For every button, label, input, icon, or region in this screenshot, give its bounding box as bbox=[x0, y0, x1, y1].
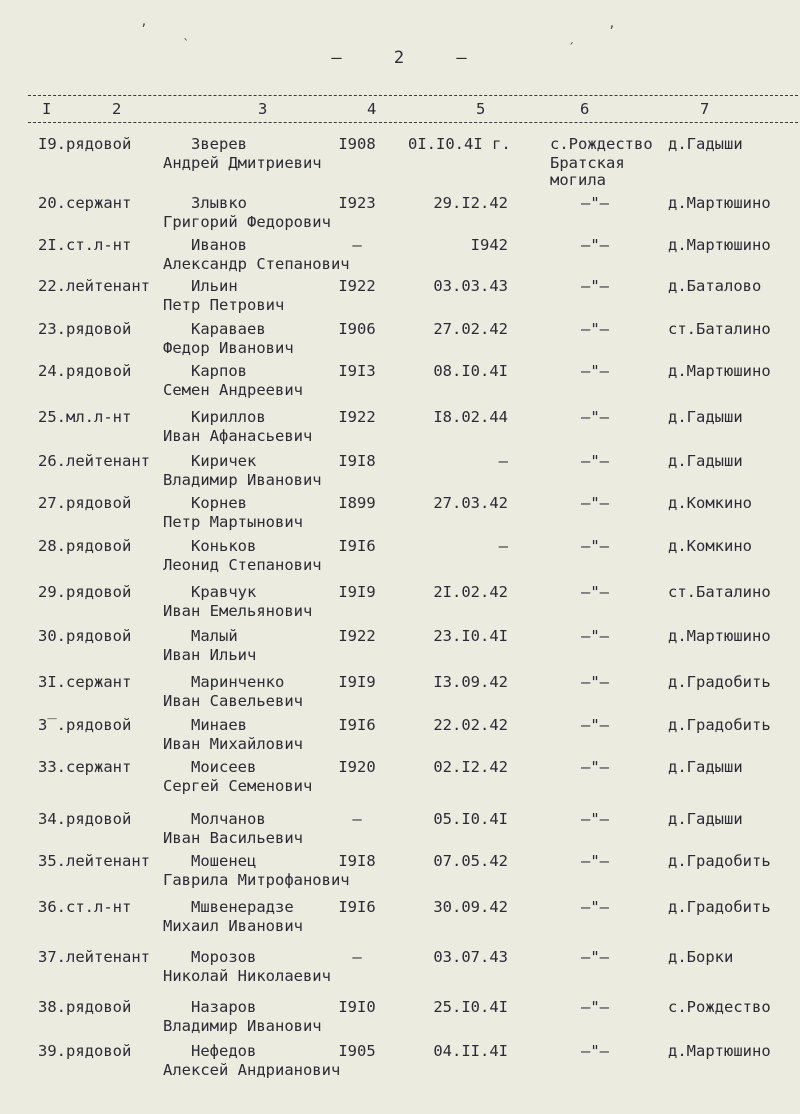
entry-place: д.Баталово bbox=[668, 277, 762, 295]
entry-surname: Караваев bbox=[191, 320, 266, 338]
entry-full-name: Сергей Семенович bbox=[163, 777, 313, 795]
entry-birth-year: – bbox=[352, 810, 362, 828]
entry-birth-year: I905 bbox=[338, 1042, 376, 1060]
entry-place: ст.Баталино bbox=[668, 320, 771, 338]
entry-burial-place: –"– bbox=[581, 236, 609, 254]
header-col-6: 6 bbox=[580, 100, 590, 118]
entry-surname: Карпов bbox=[191, 362, 247, 380]
list-item bbox=[0, 627, 800, 671]
entry-death-date: 03.07.43 bbox=[433, 948, 508, 966]
entry-burial-place: –"– bbox=[581, 627, 609, 645]
entry-place: д.Градобить bbox=[668, 898, 771, 916]
entry-full-name: Семен Андреевич bbox=[163, 381, 303, 399]
entry-number-rank: 37.лейтенант bbox=[38, 948, 150, 966]
entry-death-date: 02.I2.42 bbox=[433, 758, 508, 776]
paper-speck: ʼ bbox=[608, 24, 616, 38]
page-number: 2 bbox=[393, 48, 407, 68]
entry-place: д.Мартюшино bbox=[668, 236, 771, 254]
entry-full-name: Владимир Иванович bbox=[163, 471, 322, 489]
list-item bbox=[0, 362, 800, 406]
paper-speck: ʼ bbox=[140, 22, 148, 36]
entry-place: д.Борки bbox=[668, 948, 734, 966]
entry-death-date: 2I.02.42 bbox=[433, 583, 508, 601]
entry-death-date: 30.09.42 bbox=[433, 898, 508, 916]
entry-birth-year: I920 bbox=[338, 758, 376, 776]
entry-surname: Малый bbox=[191, 627, 238, 645]
entry-place: д.Гадыши bbox=[668, 452, 743, 470]
entry-birth-year: I9I9 bbox=[338, 583, 376, 601]
entry-death-date: 29.I2.42 bbox=[433, 194, 508, 212]
entry-surname: Коньков bbox=[191, 537, 257, 555]
entry-full-name: Леонид Степанович bbox=[163, 556, 322, 574]
entry-death-date: I8.02.44 bbox=[433, 408, 508, 426]
entry-surname: Морозов bbox=[191, 948, 257, 966]
entry-death-date: 03.03.43 bbox=[433, 277, 508, 295]
entry-surname: Мшвенерадзе bbox=[191, 898, 294, 916]
entry-burial-place: –"– bbox=[581, 758, 609, 776]
entry-number-rank: 2I.ст.л-нт bbox=[38, 236, 132, 254]
list-item bbox=[0, 898, 800, 942]
entry-birth-year: – bbox=[352, 948, 362, 966]
entry-death-date: – bbox=[498, 537, 508, 555]
entry-number-rank: 29.рядовой bbox=[38, 583, 132, 601]
entry-death-date: 08.I0.4I bbox=[433, 362, 508, 380]
list-item bbox=[0, 277, 800, 321]
entry-surname: Зверев bbox=[191, 135, 247, 153]
entry-surname: Киричек bbox=[191, 452, 257, 470]
entry-place: д.Мартюшино bbox=[668, 627, 771, 645]
entry-full-name: Алексей Андрианович bbox=[163, 1061, 341, 1079]
entry-birth-year: I9I8 bbox=[338, 452, 376, 470]
entry-number-rank: 38.рядовой bbox=[38, 998, 132, 1016]
list-item bbox=[0, 537, 800, 581]
entry-death-date: I942 bbox=[470, 236, 508, 254]
entry-burial-place: –"– bbox=[581, 408, 609, 426]
entry-birth-year: – bbox=[352, 236, 362, 254]
entry-burial-note: Братская bbox=[550, 154, 625, 172]
header-col-7: 7 bbox=[700, 100, 710, 118]
entry-burial-place: –"– bbox=[581, 583, 609, 601]
entry-surname: Моисеев bbox=[191, 758, 257, 776]
list-item bbox=[0, 998, 800, 1042]
entry-number-rank: 39.рядовой bbox=[38, 1042, 132, 1060]
entry-burial-place: –"– bbox=[581, 673, 609, 691]
table-rule-bottom bbox=[28, 122, 798, 123]
entry-place: д.Комкино bbox=[668, 494, 752, 512]
list-item bbox=[0, 948, 800, 992]
entry-birth-year: I922 bbox=[338, 277, 376, 295]
entry-death-date: 22.02.42 bbox=[433, 716, 508, 734]
entry-number-rank: 35.лейтенант bbox=[38, 852, 150, 870]
entry-burial-place: –"– bbox=[581, 716, 609, 734]
table-header bbox=[0, 100, 800, 122]
header-col-1: I bbox=[42, 100, 52, 118]
entry-birth-year: I922 bbox=[338, 627, 376, 645]
entry-birth-year: I922 bbox=[338, 408, 376, 426]
entry-number-rank: 34.рядовой bbox=[38, 810, 132, 828]
entry-burial-place: –"– bbox=[581, 320, 609, 338]
entry-birth-year: I9I9 bbox=[338, 673, 376, 691]
entry-full-name: Иван Ильич bbox=[163, 646, 257, 664]
entry-number-rank: 3I.сержант bbox=[38, 673, 132, 691]
entry-number-rank: 26.лейтенант bbox=[38, 452, 150, 470]
entry-full-name: Владимир Иванович bbox=[163, 1017, 322, 1035]
entry-full-name: Иван Васильевич bbox=[163, 829, 303, 847]
list-item bbox=[0, 320, 800, 364]
entry-surname: Ильин bbox=[191, 277, 238, 295]
entry-surname: Нефедов bbox=[191, 1042, 257, 1060]
entry-full-name: Николай Николаевич bbox=[163, 967, 331, 985]
entry-full-name: Иван Михайлович bbox=[163, 735, 303, 753]
entry-place: с.Рождество bbox=[668, 998, 771, 1016]
entry-surname: Иванов bbox=[191, 236, 247, 254]
entry-full-name: Григорий Федорович bbox=[163, 213, 331, 231]
entry-birth-year: I906 bbox=[338, 320, 376, 338]
entry-birth-year: I923 bbox=[338, 194, 376, 212]
page-number-line bbox=[0, 48, 800, 68]
entry-number-rank: 36.ст.л-нт bbox=[38, 898, 132, 916]
entry-full-name: Андрей Дмитриевич bbox=[163, 154, 322, 172]
entry-full-name: Иван Афанасьевич bbox=[163, 427, 313, 445]
entry-burial-place: –"– bbox=[581, 898, 609, 916]
list-item bbox=[0, 236, 800, 280]
page-dash-left: – bbox=[331, 48, 344, 68]
entry-full-name: Иван Савельевич bbox=[163, 692, 303, 710]
header-col-4: 4 bbox=[367, 100, 377, 118]
entry-burial-place: –"– bbox=[581, 852, 609, 870]
entry-birth-year: I9I3 bbox=[338, 362, 376, 380]
entry-death-date: 27.03.42 bbox=[433, 494, 508, 512]
list-item bbox=[0, 810, 800, 854]
list-item bbox=[0, 135, 800, 189]
entry-full-name: Александр Степанович bbox=[163, 255, 350, 273]
entry-death-date: – bbox=[498, 452, 508, 470]
entry-surname: Назаров bbox=[191, 998, 257, 1016]
list-item bbox=[0, 716, 800, 760]
list-item bbox=[0, 583, 800, 627]
header-col-5: 5 bbox=[476, 100, 486, 118]
entry-number-rank: 25.мл.л-нт bbox=[38, 408, 132, 426]
entry-place: д.Мартюшино bbox=[668, 1042, 771, 1060]
entry-place: д.Градобить bbox=[668, 673, 771, 691]
entry-birth-year: I9I6 bbox=[338, 716, 376, 734]
list-item bbox=[0, 758, 800, 802]
entry-surname: Кириллов bbox=[191, 408, 266, 426]
entry-birth-year: I9I0 bbox=[338, 998, 376, 1016]
entry-death-date: 0I.I0.4I г. bbox=[408, 135, 511, 153]
entry-number-rank: 27.рядовой bbox=[38, 494, 132, 512]
entry-place: д.Комкино bbox=[668, 537, 752, 555]
entry-surname: Корнев bbox=[191, 494, 247, 512]
entry-place: д.Гадыши bbox=[668, 408, 743, 426]
list-item bbox=[0, 673, 800, 717]
entry-number-rank: 28.рядовой bbox=[38, 537, 132, 555]
entry-burial-place: –"– bbox=[581, 494, 609, 512]
list-item bbox=[0, 1042, 800, 1086]
entry-death-date: 05.I0.4I bbox=[433, 810, 508, 828]
entry-birth-year: I899 bbox=[338, 494, 376, 512]
list-item bbox=[0, 194, 800, 238]
entry-burial-place: –"– bbox=[581, 537, 609, 555]
entry-burial-place: с.Рождество bbox=[550, 135, 653, 153]
entry-death-date: 23.I0.4I bbox=[433, 627, 508, 645]
entry-birth-year: I9I8 bbox=[338, 852, 376, 870]
entry-burial-note: могила bbox=[550, 171, 606, 189]
entry-number-rank: 20.сержант bbox=[38, 194, 132, 212]
entry-number-rank: 23.рядовой bbox=[38, 320, 132, 338]
list-item bbox=[0, 852, 800, 896]
entry-place: д.Мартюшино bbox=[668, 194, 771, 212]
entry-number-rank: I9.рядовой bbox=[38, 135, 132, 153]
entry-death-date: 04.II.4I bbox=[433, 1042, 508, 1060]
entry-full-name: Федор Иванович bbox=[163, 339, 294, 357]
list-item bbox=[0, 452, 800, 496]
entry-burial-place: –"– bbox=[581, 998, 609, 1016]
entry-birth-year: I9I6 bbox=[338, 537, 376, 555]
entry-birth-year: I9I6 bbox=[338, 898, 376, 916]
entry-death-date: 07.05.42 bbox=[433, 852, 508, 870]
entry-surname: Маринченко bbox=[191, 673, 285, 691]
entry-burial-place: –"– bbox=[581, 362, 609, 380]
entry-place: д.Градобить bbox=[668, 852, 771, 870]
entry-number-rank: 22.лейтенант bbox=[38, 277, 150, 295]
entry-place: д.Градобить bbox=[668, 716, 771, 734]
entry-burial-place: –"– bbox=[581, 452, 609, 470]
entry-number-rank: 3‾.рядовой bbox=[38, 716, 132, 734]
entry-full-name: Гаврила Митрофанович bbox=[163, 871, 350, 889]
paper-speck: ˎ bbox=[182, 26, 190, 40]
entry-place: ст.Баталино bbox=[668, 583, 771, 601]
entry-number-rank: 33.сержант bbox=[38, 758, 132, 776]
entry-burial-place: –"– bbox=[581, 277, 609, 295]
list-item bbox=[0, 494, 800, 538]
entry-place: д.Гадыши bbox=[668, 758, 743, 776]
entry-burial-place: –"– bbox=[581, 810, 609, 828]
entry-surname: Злывко bbox=[191, 194, 247, 212]
entry-full-name: Петр Мартынович bbox=[163, 513, 303, 531]
header-col-3: 3 bbox=[258, 100, 268, 118]
entry-full-name: Петр Петрович bbox=[163, 296, 285, 314]
entry-burial-place: –"– bbox=[581, 194, 609, 212]
entry-death-date: 25.I0.4I bbox=[433, 998, 508, 1016]
entry-burial-place: –"– bbox=[581, 948, 609, 966]
entry-place: д.Мартюшино bbox=[668, 362, 771, 380]
entry-number-rank: 24.рядовой bbox=[38, 362, 132, 380]
entry-full-name: Михаил Иванович bbox=[163, 917, 303, 935]
entry-place: д.Гадыши bbox=[668, 135, 743, 153]
entry-birth-year: I908 bbox=[338, 135, 376, 153]
entry-number-rank: 30.рядовой bbox=[38, 627, 132, 645]
entry-surname: Молчанов bbox=[191, 810, 266, 828]
entry-death-date: 27.02.42 bbox=[433, 320, 508, 338]
entry-surname: Мошенец bbox=[191, 852, 257, 870]
list-item bbox=[0, 408, 800, 452]
entry-full-name: Иван Емельянович bbox=[163, 602, 313, 620]
entry-death-date: I3.09.42 bbox=[433, 673, 508, 691]
paper-speck: ˏ bbox=[568, 30, 576, 44]
entry-surname: Минаев bbox=[191, 716, 247, 734]
table-rule-top bbox=[28, 95, 798, 96]
entry-burial-place: –"– bbox=[581, 1042, 609, 1060]
header-col-2: 2 bbox=[112, 100, 122, 118]
page-dash-right: – bbox=[456, 48, 469, 68]
entry-place: д.Гадыши bbox=[668, 810, 743, 828]
entry-surname: Кравчук bbox=[191, 583, 257, 601]
